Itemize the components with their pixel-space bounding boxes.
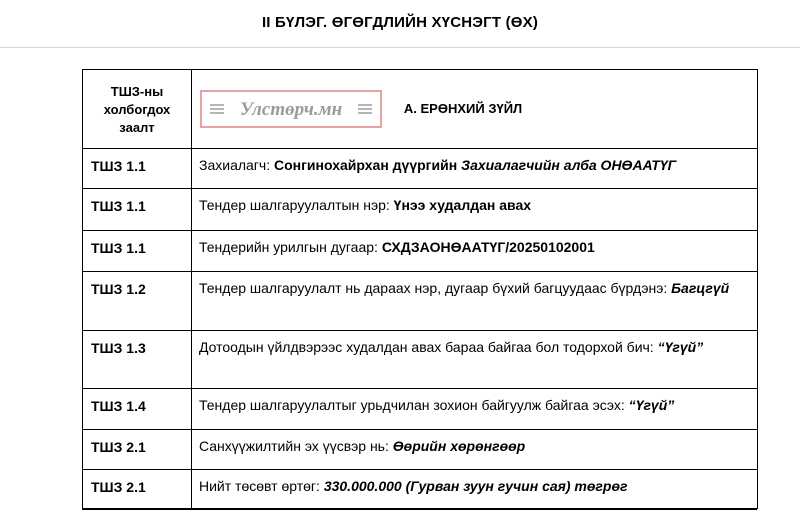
clause-label: Тендер шалгаруулалтын нэр: [199, 197, 390, 213]
section-header-cell [192, 70, 758, 149]
clause-text [192, 389, 758, 430]
clause-code: ТШЗ 1.3 [83, 331, 192, 389]
clause-value-emphasis: 330.000.000 (Гурван зуун гучин сая) төгрөг [323, 478, 628, 494]
clause-code: ТШЗ 1.2 [83, 272, 192, 331]
clause-label: Тендер шалгаруулалт нь дараах нэр, дугаар бүхий багцуудаас бүрдэнэ: [199, 280, 668, 296]
clause-text [192, 231, 758, 272]
clause-value-emphasis: Багцгүй [671, 280, 730, 296]
clause-text [192, 149, 758, 189]
section-title: А. ЕРӨНХИЙ ЗҮЙЛ [403, 101, 523, 116]
code-column-header: ТШЗ-ны холбогдох заалт [83, 70, 192, 149]
table-row [83, 231, 758, 272]
data-table [82, 69, 758, 509]
clause-text [192, 189, 758, 231]
table-row [83, 149, 758, 189]
clause-label: Нийт төсөвт өртөг: [199, 478, 320, 494]
logo-graphic [202, 92, 380, 126]
table-row [83, 470, 758, 509]
clause-code: ТШЗ 2.1 [83, 470, 192, 509]
clause-code: ТШЗ 1.4 [83, 389, 192, 430]
clause-label: Санхүүжилтийн эх үүсвэр нь: [199, 438, 389, 454]
clause-value-emphasis: “Үгүй” [628, 397, 675, 413]
clause-value: Сонгинохайрхан дүүргийн [273, 157, 458, 173]
clause-value: Үнээ худалдан авах [393, 197, 532, 213]
clause-value-emphasis: Захиалагчийн алба ОНӨААТҮГ [461, 157, 677, 173]
clause-code: ТШЗ 1.1 [83, 189, 192, 231]
clause-text [192, 470, 758, 509]
clause-label: Тендер шалгаруулалтыг урьдчилан зохион байгуулж байгаа эсэх: [199, 397, 625, 413]
clause-value: СХДЗАОНӨААТҮГ/20250102001 [381, 239, 595, 255]
clause-label: Дотоодын үйлдвэрээс худалдан авах бараа байгаа бол тодорхой бич: [199, 339, 654, 355]
clause-text [192, 272, 758, 331]
clause-text [192, 430, 758, 470]
clause-code: ТШЗ 2.1 [83, 430, 192, 470]
table-row [83, 189, 758, 231]
clause-label: Захиалагч: [199, 157, 271, 173]
clause-text [192, 331, 758, 389]
table-header-row [83, 70, 758, 149]
clause-code: ТШЗ 1.1 [83, 149, 192, 189]
table-row [83, 389, 758, 430]
site-logo [200, 90, 382, 128]
logo-text: Улстөрч.мн [239, 99, 343, 120]
table-row [83, 272, 758, 331]
divider [0, 47, 800, 48]
table-row [83, 331, 758, 389]
clause-value-emphasis: “Үгүй” [657, 339, 704, 355]
table-row [83, 430, 758, 470]
table-continuation-border [82, 508, 757, 510]
clause-value-emphasis: Өөрийн хөрөнгөөр [392, 438, 526, 454]
clause-code: ТШЗ 1.1 [83, 231, 192, 272]
page-title: II БҮЛЭГ. ӨГӨГДЛИЙН ХҮСНЭГТ (ӨХ) [261, 14, 539, 31]
clause-label: Тендерийн урилгын дугаар: [199, 239, 378, 255]
